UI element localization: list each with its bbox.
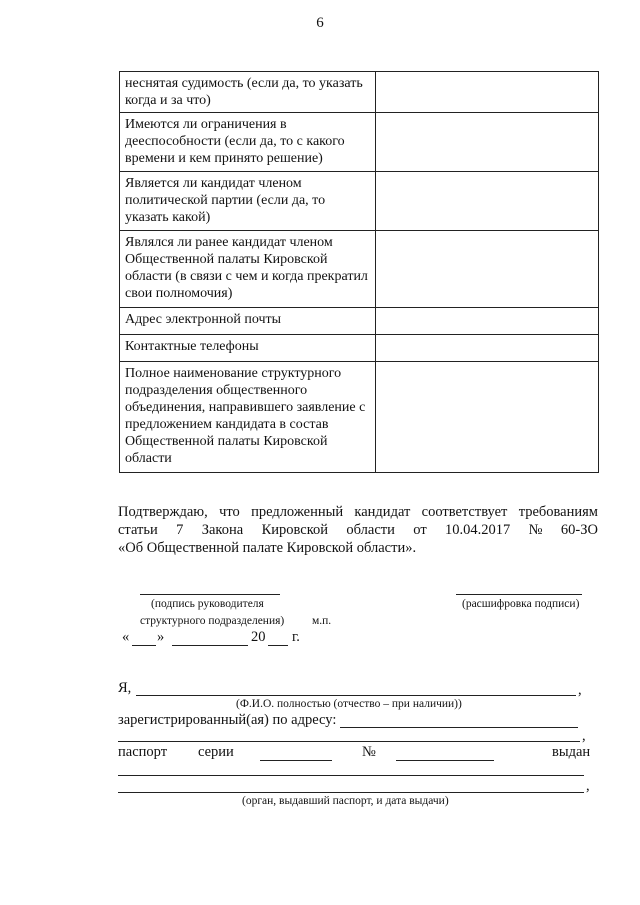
- address-line[interactable]: [340, 727, 578, 728]
- row-question: неснятая судимость (если да, то указать когда и за что): [120, 72, 376, 113]
- series-label: серии: [198, 744, 234, 760]
- issuer-line-2[interactable]: [118, 792, 584, 793]
- i-prefix: Я,: [118, 680, 132, 696]
- issuer-line-1[interactable]: [118, 775, 584, 776]
- confirmation-paragraph: [118, 503, 598, 557]
- table-row: [120, 113, 599, 172]
- confirmation-line-2: [118, 521, 598, 539]
- table-row: [120, 231, 599, 308]
- decode-label: (расшифровка подписи): [462, 598, 580, 610]
- fio-comma: ,: [578, 682, 582, 698]
- issued-label: выдан: [552, 744, 591, 760]
- word: 10.04.2017: [445, 522, 511, 538]
- row-answer[interactable]: [376, 113, 599, 172]
- fio-hint: (Ф.И.О. полностью (отчество – при наличии)): [236, 698, 462, 710]
- row-question: Адрес электронной почты: [120, 308, 376, 335]
- table-row: [120, 362, 599, 473]
- table-row: [120, 172, 599, 231]
- word: что: [219, 504, 240, 520]
- word: кандидат: [354, 504, 411, 520]
- word: области: [346, 522, 395, 538]
- word: требованиям: [518, 504, 598, 520]
- row-question: Имеются ли ограничения в дееспособности (если да, то с какого времени и кем принято решение): [120, 113, 376, 172]
- table-row: [120, 308, 599, 335]
- candidate-info-table: [119, 71, 599, 473]
- word: Кировской: [261, 522, 329, 538]
- year-suffix: г.: [292, 629, 300, 645]
- word: соответствует: [421, 504, 508, 520]
- head-sign-label: (подпись руководителя: [151, 598, 264, 610]
- row-answer[interactable]: [376, 172, 599, 231]
- row-question: Контактные телефоны: [120, 335, 376, 362]
- head-signature-line[interactable]: [140, 594, 280, 595]
- date-year-line[interactable]: [268, 645, 288, 646]
- year-prefix: 20: [251, 629, 266, 645]
- word: №: [528, 522, 543, 538]
- row-answer[interactable]: [376, 231, 599, 308]
- registered-label: зарегистрированный(ая) по адресу:: [118, 712, 337, 728]
- decode-signature-line[interactable]: [456, 594, 582, 595]
- row-answer[interactable]: [376, 362, 599, 473]
- word: 7: [176, 522, 184, 538]
- row-answer[interactable]: [376, 72, 599, 113]
- confirmation-line-1: [118, 503, 598, 521]
- row-question: Является ли кандидат членом политической партии (если да, то указать какой): [120, 172, 376, 231]
- address-line-2[interactable]: [118, 741, 580, 742]
- row-question: Полное наименование структурного подразделения общественного объединения, направившего заявление с предложением кандидата в состав Общественной палаты Кировской области: [120, 362, 376, 473]
- issuer-comma: ,: [586, 778, 590, 794]
- table-row: [120, 335, 599, 362]
- issuer-hint: (орган, выдавший паспорт, и дата выдачи): [242, 795, 449, 807]
- word: от: [413, 522, 427, 538]
- stamp-label: м.п.: [312, 615, 332, 627]
- passport-series-line[interactable]: [260, 760, 332, 761]
- confirmation-line-3: «Об Общественной палате Кировской области».: [118, 540, 417, 556]
- fio-line[interactable]: [136, 695, 576, 696]
- table-row: [120, 72, 599, 113]
- word: статьи: [118, 522, 158, 538]
- date-close-quote: »: [157, 629, 165, 645]
- word: 60-ЗО: [560, 522, 598, 538]
- head-sign-label-2: структурного подразделения): [140, 615, 285, 627]
- page-number: 6: [316, 15, 324, 31]
- date-open-quote: «: [122, 629, 130, 645]
- passport-number-line[interactable]: [396, 760, 494, 761]
- address-comma: ,: [582, 728, 586, 744]
- row-question: Являлся ли ранее кандидат членом Общественной палаты Кировской области (в связи с чем и когда прекратил свои полномочия): [120, 231, 376, 308]
- word: Подтверждаю,: [118, 504, 208, 520]
- passport-label: паспорт: [118, 744, 168, 760]
- word: Закона: [201, 522, 244, 538]
- date-day-line[interactable]: [132, 645, 156, 646]
- date-month-line[interactable]: [172, 645, 248, 646]
- row-answer[interactable]: [376, 308, 599, 335]
- number-label: №: [362, 744, 376, 760]
- row-answer[interactable]: [376, 335, 599, 362]
- word: предложенный: [251, 504, 344, 520]
